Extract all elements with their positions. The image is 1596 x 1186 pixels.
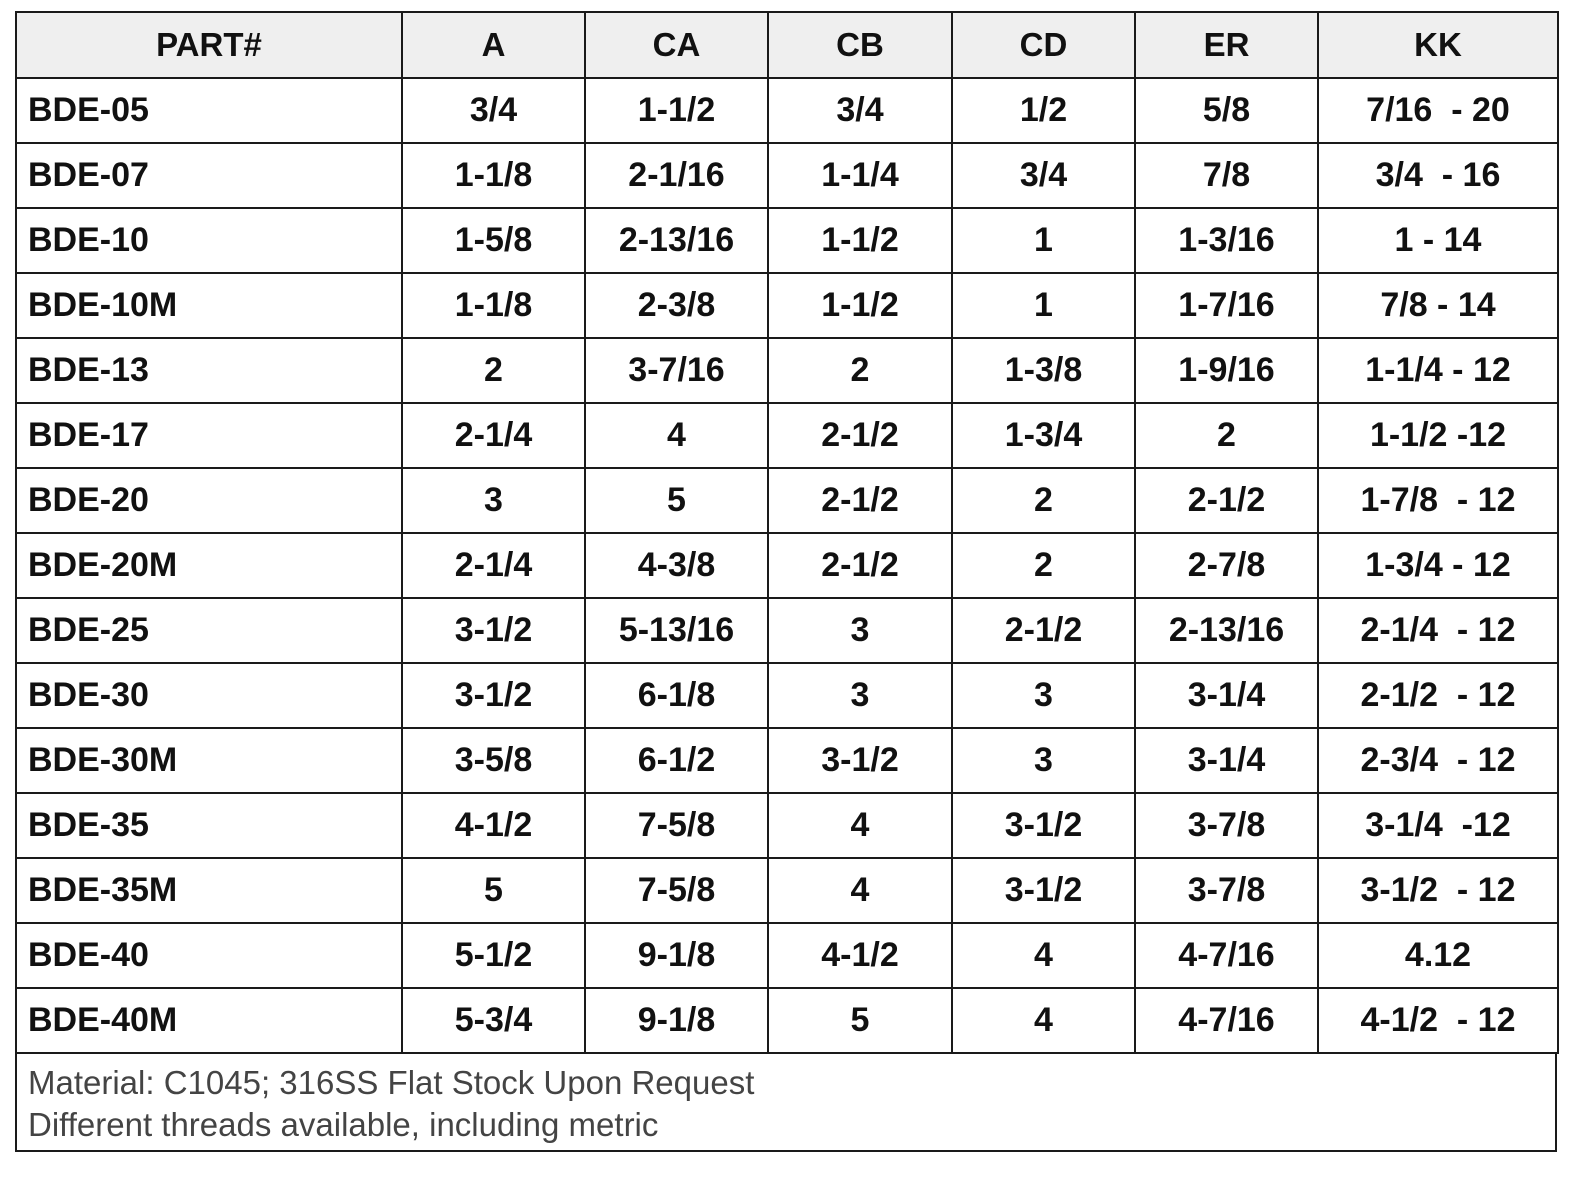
cell-er: 2-7/8 [1135,533,1318,598]
cell-part: BDE-13 [16,338,402,403]
cell-ca: 7-5/8 [585,793,768,858]
cell-part: BDE-40 [16,923,402,988]
cell-a: 3-5/8 [402,728,585,793]
column-header-ca: CA [585,12,768,78]
table-row [16,598,1558,663]
cell-ca: 3-7/16 [585,338,768,403]
cell-a: 3 [402,468,585,533]
cell-ca: 2-1/16 [585,143,768,208]
table-row [16,78,1558,143]
table-row [16,143,1558,208]
table-row [16,988,1558,1053]
cell-part: BDE-10M [16,273,402,338]
cell-cd: 2 [952,468,1135,533]
cell-kk: 7/8 - 14 [1318,273,1558,338]
cell-ca: 7-5/8 [585,858,768,923]
cell-part: BDE-10 [16,208,402,273]
cell-er: 3-1/4 [1135,728,1318,793]
cell-ca: 4-3/8 [585,533,768,598]
cell-part: BDE-17 [16,403,402,468]
cell-a: 1-1/8 [402,273,585,338]
cell-er: 1-7/16 [1135,273,1318,338]
cell-cb: 3 [768,598,952,663]
table-header [16,12,1558,78]
cell-kk: 3-1/4 -12 [1318,793,1558,858]
cell-cd: 2-1/2 [952,598,1135,663]
cell-ca: 5 [585,468,768,533]
cell-a: 2 [402,338,585,403]
cell-kk: 2-1/4 - 12 [1318,598,1558,663]
cell-kk: 2-3/4 - 12 [1318,728,1558,793]
cell-er: 3-7/8 [1135,858,1318,923]
notes-box [15,1054,1557,1152]
cell-kk: 1-3/4 - 12 [1318,533,1558,598]
table-row [16,728,1558,793]
cell-cb: 5 [768,988,952,1053]
header-row [16,12,1558,78]
cell-er: 1-9/16 [1135,338,1318,403]
cell-cd: 1/2 [952,78,1135,143]
cell-ca: 1-1/2 [585,78,768,143]
cell-ca: 5-13/16 [585,598,768,663]
cell-part: BDE-20 [16,468,402,533]
cell-er: 2-13/16 [1135,598,1318,663]
cell-kk: 4.12 [1318,923,1558,988]
table-row [16,403,1558,468]
table-row [16,923,1558,988]
cell-kk: 3/4 - 16 [1318,143,1558,208]
cell-cb: 1-1/2 [768,208,952,273]
cell-part: BDE-20M [16,533,402,598]
cell-cb: 2-1/2 [768,468,952,533]
cell-ca: 4 [585,403,768,468]
cell-cb: 1-1/2 [768,273,952,338]
cell-ca: 2-13/16 [585,208,768,273]
table-row [16,273,1558,338]
table-row [16,663,1558,728]
part-spec-table [15,11,1559,1054]
cell-a: 3-1/2 [402,598,585,663]
cell-kk: 1 - 14 [1318,208,1558,273]
cell-a: 5-3/4 [402,988,585,1053]
cell-cb: 2-1/2 [768,533,952,598]
column-header-a: A [402,12,585,78]
cell-kk: 1-1/2 -12 [1318,403,1558,468]
cell-a: 5-1/2 [402,923,585,988]
cell-kk: 2-1/2 - 12 [1318,663,1558,728]
spec-table-container [15,11,1557,1152]
cell-a: 1-5/8 [402,208,585,273]
cell-part: BDE-35M [16,858,402,923]
cell-ca: 9-1/8 [585,923,768,988]
cell-cd: 3/4 [952,143,1135,208]
cell-cb: 3/4 [768,78,952,143]
cell-kk: 1-7/8 - 12 [1318,468,1558,533]
table-row [16,208,1558,273]
cell-part: BDE-30M [16,728,402,793]
cell-part: BDE-35 [16,793,402,858]
cell-er: 4-7/16 [1135,988,1318,1053]
cell-a: 3-1/2 [402,663,585,728]
cell-cd: 4 [952,988,1135,1053]
cell-cb: 3 [768,663,952,728]
cell-ca: 6-1/2 [585,728,768,793]
cell-cb: 3-1/2 [768,728,952,793]
cell-part: BDE-40M [16,988,402,1053]
cell-cd: 1 [952,208,1135,273]
cell-cb: 4-1/2 [768,923,952,988]
cell-ca: 2-3/8 [585,273,768,338]
cell-part: BDE-25 [16,598,402,663]
cell-cd: 3 [952,728,1135,793]
cell-er: 2 [1135,403,1318,468]
table-body [16,78,1558,1053]
column-header-kk: KK [1318,12,1558,78]
cell-a: 3/4 [402,78,585,143]
cell-er: 5/8 [1135,78,1318,143]
cell-kk: 4-1/2 - 12 [1318,988,1558,1053]
table-row [16,858,1558,923]
cell-ca: 6-1/8 [585,663,768,728]
material-note: Material: C1045; 316SS Flat Stock Upon Request [28,1064,755,1101]
cell-cd: 3 [952,663,1135,728]
cell-a: 2-1/4 [402,533,585,598]
cell-kk: 7/16 - 20 [1318,78,1558,143]
cell-part: BDE-05 [16,78,402,143]
column-header-cd: CD [952,12,1135,78]
cell-a: 4-1/2 [402,793,585,858]
cell-cd: 3-1/2 [952,793,1135,858]
table-row [16,533,1558,598]
cell-kk: 1-1/4 - 12 [1318,338,1558,403]
table-row [16,468,1558,533]
column-header-er: ER [1135,12,1318,78]
cell-er: 2-1/2 [1135,468,1318,533]
cell-cd: 2 [952,533,1135,598]
cell-kk: 3-1/2 - 12 [1318,858,1558,923]
cell-part: BDE-07 [16,143,402,208]
cell-er: 7/8 [1135,143,1318,208]
cell-cd: 4 [952,923,1135,988]
cell-cb: 4 [768,793,952,858]
threads-note: Different threads available, including metric [28,1106,659,1143]
cell-a: 5 [402,858,585,923]
cell-part: BDE-30 [16,663,402,728]
cell-er: 3-7/8 [1135,793,1318,858]
cell-cd: 1-3/8 [952,338,1135,403]
table-row [16,793,1558,858]
cell-cd: 1-3/4 [952,403,1135,468]
cell-cb: 4 [768,858,952,923]
cell-cb: 2-1/2 [768,403,952,468]
cell-ca: 9-1/8 [585,988,768,1053]
cell-a: 1-1/8 [402,143,585,208]
column-header-cb: CB [768,12,952,78]
cell-a: 2-1/4 [402,403,585,468]
cell-cb: 2 [768,338,952,403]
cell-er: 1-3/16 [1135,208,1318,273]
cell-cb: 1-1/4 [768,143,952,208]
table-row [16,338,1558,403]
cell-cd: 1 [952,273,1135,338]
cell-er: 4-7/16 [1135,923,1318,988]
cell-er: 3-1/4 [1135,663,1318,728]
cell-cd: 3-1/2 [952,858,1135,923]
column-header-part: PART# [16,12,402,78]
